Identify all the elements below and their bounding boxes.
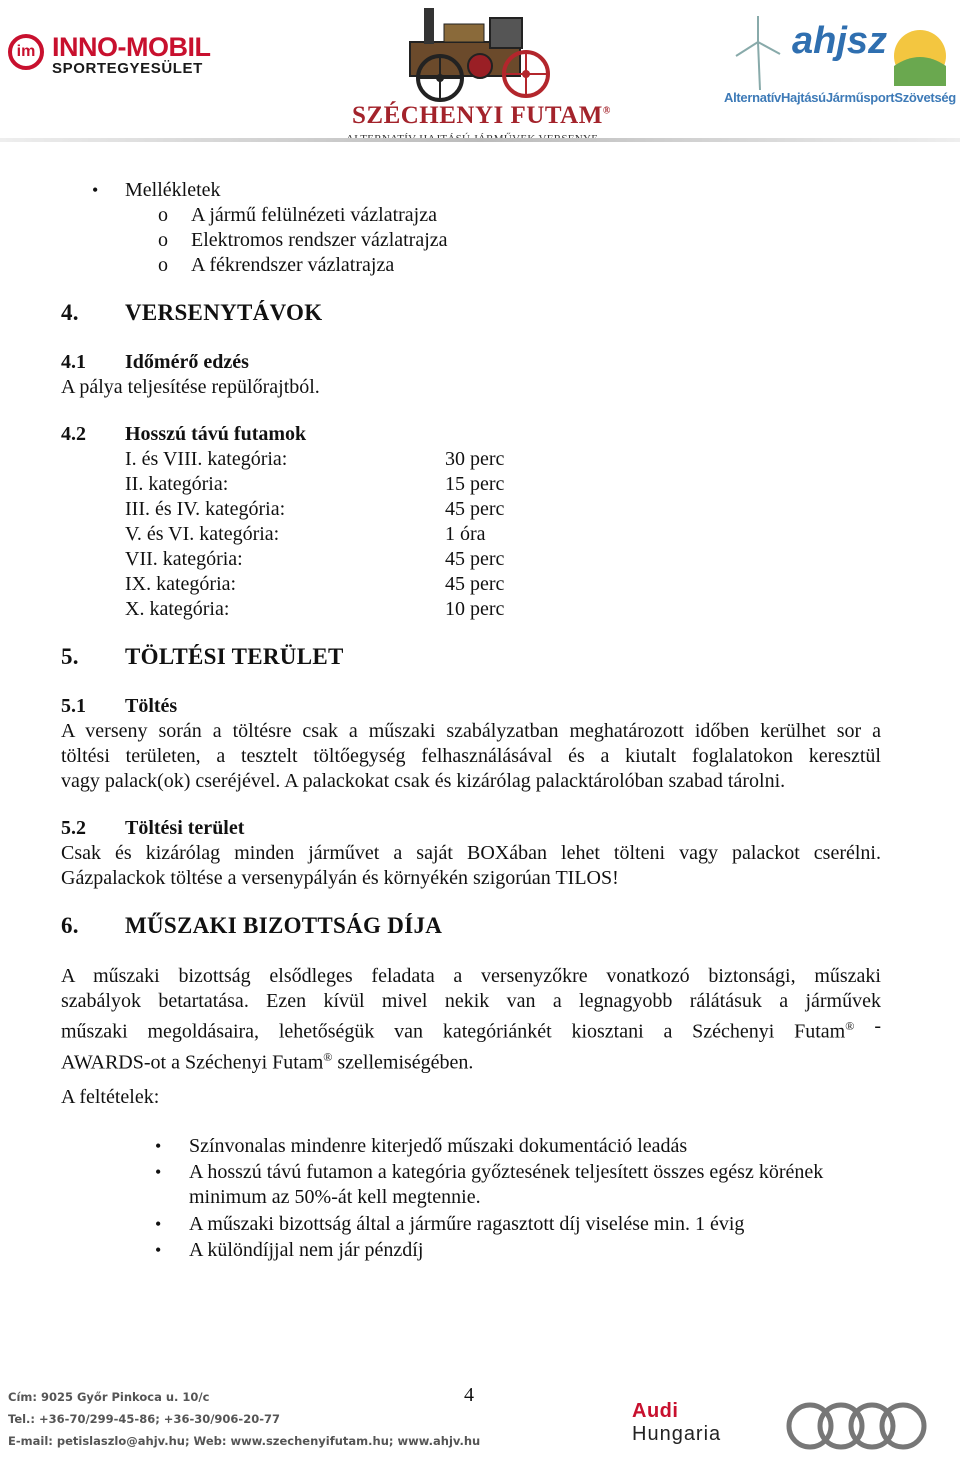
- wind-turbine-icon: [722, 12, 792, 92]
- section-4-1-title: Időmérő edzés: [125, 351, 249, 373]
- section-5-title: TÖLTÉSI TERÜLET: [125, 644, 344, 669]
- audi-hungaria-logo: [632, 1400, 721, 1446]
- bullet-icon: •: [92, 180, 99, 200]
- attachment-item: A fékrendszer vázlatrajza: [191, 254, 395, 276]
- section-4-2-title: Hosszú távú futamok: [125, 423, 307, 445]
- category-duration: 30 perc: [445, 448, 505, 470]
- ahjsz-logo: [722, 12, 956, 112]
- section-5-1-number: 5.1: [61, 695, 86, 717]
- paragraph-line: [61, 1014, 881, 1045]
- footer-email: E-mail: petislaszlo@ahjv.hu; Web: www.szechenyifutam.hu; www.ahjv.hu: [8, 1434, 481, 1448]
- attachments-title: Mellékletek: [125, 179, 221, 201]
- attachment-item: A jármű felülnézeti vázlatrajza: [191, 204, 437, 226]
- steam-engine-icon: [340, 4, 610, 104]
- category-duration: 10 perc: [445, 598, 505, 620]
- category-label: III. és IV. kategória:: [125, 498, 286, 520]
- section-5-1-paragraph: [61, 719, 881, 794]
- category-label: I. és VIII. kategória:: [125, 448, 288, 470]
- inno-mobil-logo-subtitle: SPORTEGYESÜLET: [52, 60, 203, 77]
- paragraph-line: AWARDS-ot a Széchenyi Futam® szellemiségében.: [61, 1049, 474, 1074]
- paragraph-line: Csak és kizárólag minden járművet a saját BOXában lehet tölteni vagy palackot cserélni.: [61, 842, 881, 864]
- category-label: X. kategória:: [125, 598, 230, 620]
- paragraph-line: A verseny során a töltésre csak a műszaki szabályzatban meghatározott időben kerülhet sor a: [61, 720, 881, 742]
- sub-bullet-marker: o: [158, 254, 168, 276]
- category-duration: 45 perc: [445, 548, 505, 570]
- bullet-icon: •: [155, 1162, 162, 1182]
- condition-item: A műszaki bizottság által a járműre ragasztott díj viselése min. 1 évig: [189, 1213, 745, 1235]
- section-5-2-paragraph: [61, 841, 881, 891]
- paragraph-line: Gázpalackok töltése a versenypályán és környékén szigorúan TILOS!: [61, 867, 619, 889]
- category-label: VII. kategória:: [125, 548, 243, 570]
- section-4-1-text: A pálya teljesítése repülőrajtból.: [61, 376, 320, 398]
- section-5-number: 5.: [61, 644, 79, 669]
- section-6-title: MŰSZAKI BIZOTTSÁG DÍJA: [125, 913, 443, 938]
- paragraph-line: A műszaki bizottság elsődleges feladata a versenyzőkre vonatkozó biztonsági, műszaki: [61, 965, 881, 987]
- sun-icon: [890, 26, 950, 86]
- footer-address: Cím: 9025 Győr Pinkoca u. 10/c: [8, 1390, 210, 1404]
- hungaria-logo-text: Hungaria: [632, 1423, 722, 1445]
- paragraph-line: szabályok betartatása. Ezen kívül mivel nekik van a legnagyobb rálátásuk a járművek: [61, 990, 881, 1012]
- page-header: [0, 0, 960, 150]
- category-duration: 1 óra: [445, 523, 486, 545]
- conditions-label: A feltételek:: [61, 1086, 160, 1108]
- category-duration: 45 perc: [445, 498, 505, 520]
- szechenyi-futam-title: SZÉCHENYI FUTAM®: [352, 102, 611, 129]
- szechenyi-futam-logo: [340, 4, 610, 149]
- ahjsz-logo-subtitle: AlternatívHajtásúJárműsportSzövetség: [724, 90, 956, 105]
- audi-rings-icon: [784, 1400, 929, 1452]
- condition-item: A hosszú távú futamon a kategória győztesének teljesített összes egész körének: [189, 1161, 824, 1183]
- inno-mobil-logo-mark: im: [8, 34, 44, 70]
- section-4-2-number: 4.2: [61, 423, 86, 445]
- sub-bullet-marker: o: [158, 204, 168, 226]
- category-duration: 45 perc: [445, 573, 505, 595]
- attachment-item: Elektromos rendszer vázlatrajza: [191, 229, 448, 251]
- header-divider: [0, 138, 960, 142]
- condition-item-continued: minimum az 50%-át kell megtennie.: [189, 1186, 481, 1208]
- section-6-paragraph: [61, 964, 881, 1075]
- section-6-number: 6.: [61, 913, 79, 938]
- section-5-1-title: Töltés: [125, 695, 178, 717]
- inno-mobil-logo-title: INNO-MOBIL: [52, 32, 211, 62]
- paragraph-text: műszaki megoldásaira, lehetőségük van kategóriánkét kiosztani a Széchenyi Futam®: [61, 1019, 855, 1043]
- category-label: II. kategória:: [125, 473, 229, 495]
- footer-phone: Tel.: +36-70/299-45-86; +36-30/906-20-77: [8, 1412, 280, 1426]
- ahjsz-logo-title: ahjsz: [792, 20, 888, 62]
- category-label: V. és VI. kategória:: [125, 523, 280, 545]
- paragraph-text: -: [874, 1015, 881, 1037]
- page-footer: [0, 1378, 960, 1474]
- page-number: 4: [464, 1384, 474, 1406]
- condition-item: Színvonalas mindenre kiterjedő műszaki dokumentáció leadás: [189, 1135, 688, 1157]
- paragraph-line: töltési területen, a tesztelt töltőegység felhasználásával és a kiutalt foglalatokon keresztül: [61, 745, 881, 767]
- section-4-title: VERSENYTÁVOK: [125, 300, 323, 325]
- bullet-icon: •: [155, 1136, 162, 1156]
- sub-bullet-marker: o: [158, 229, 168, 251]
- category-duration: 15 perc: [445, 473, 505, 495]
- bullet-icon: •: [155, 1214, 162, 1234]
- paragraph-line: vagy palack(ok) cseréjével. A palackokat csak és kizárólag palacktárolóban szabad tárolni.: [61, 770, 786, 792]
- bullet-icon: •: [155, 1240, 162, 1260]
- condition-item: A különdíjjal nem jár pénzdíj: [189, 1239, 424, 1261]
- section-5-2-number: 5.2: [61, 817, 86, 839]
- inno-mobil-logo: [4, 30, 224, 90]
- section-5-2-title: Töltési terület: [125, 817, 245, 839]
- section-4-number: 4.: [61, 300, 79, 325]
- category-label: IX. kategória:: [125, 573, 237, 595]
- section-4-1-number: 4.1: [61, 351, 86, 373]
- audi-logo-text: Audi: [632, 1400, 679, 1422]
